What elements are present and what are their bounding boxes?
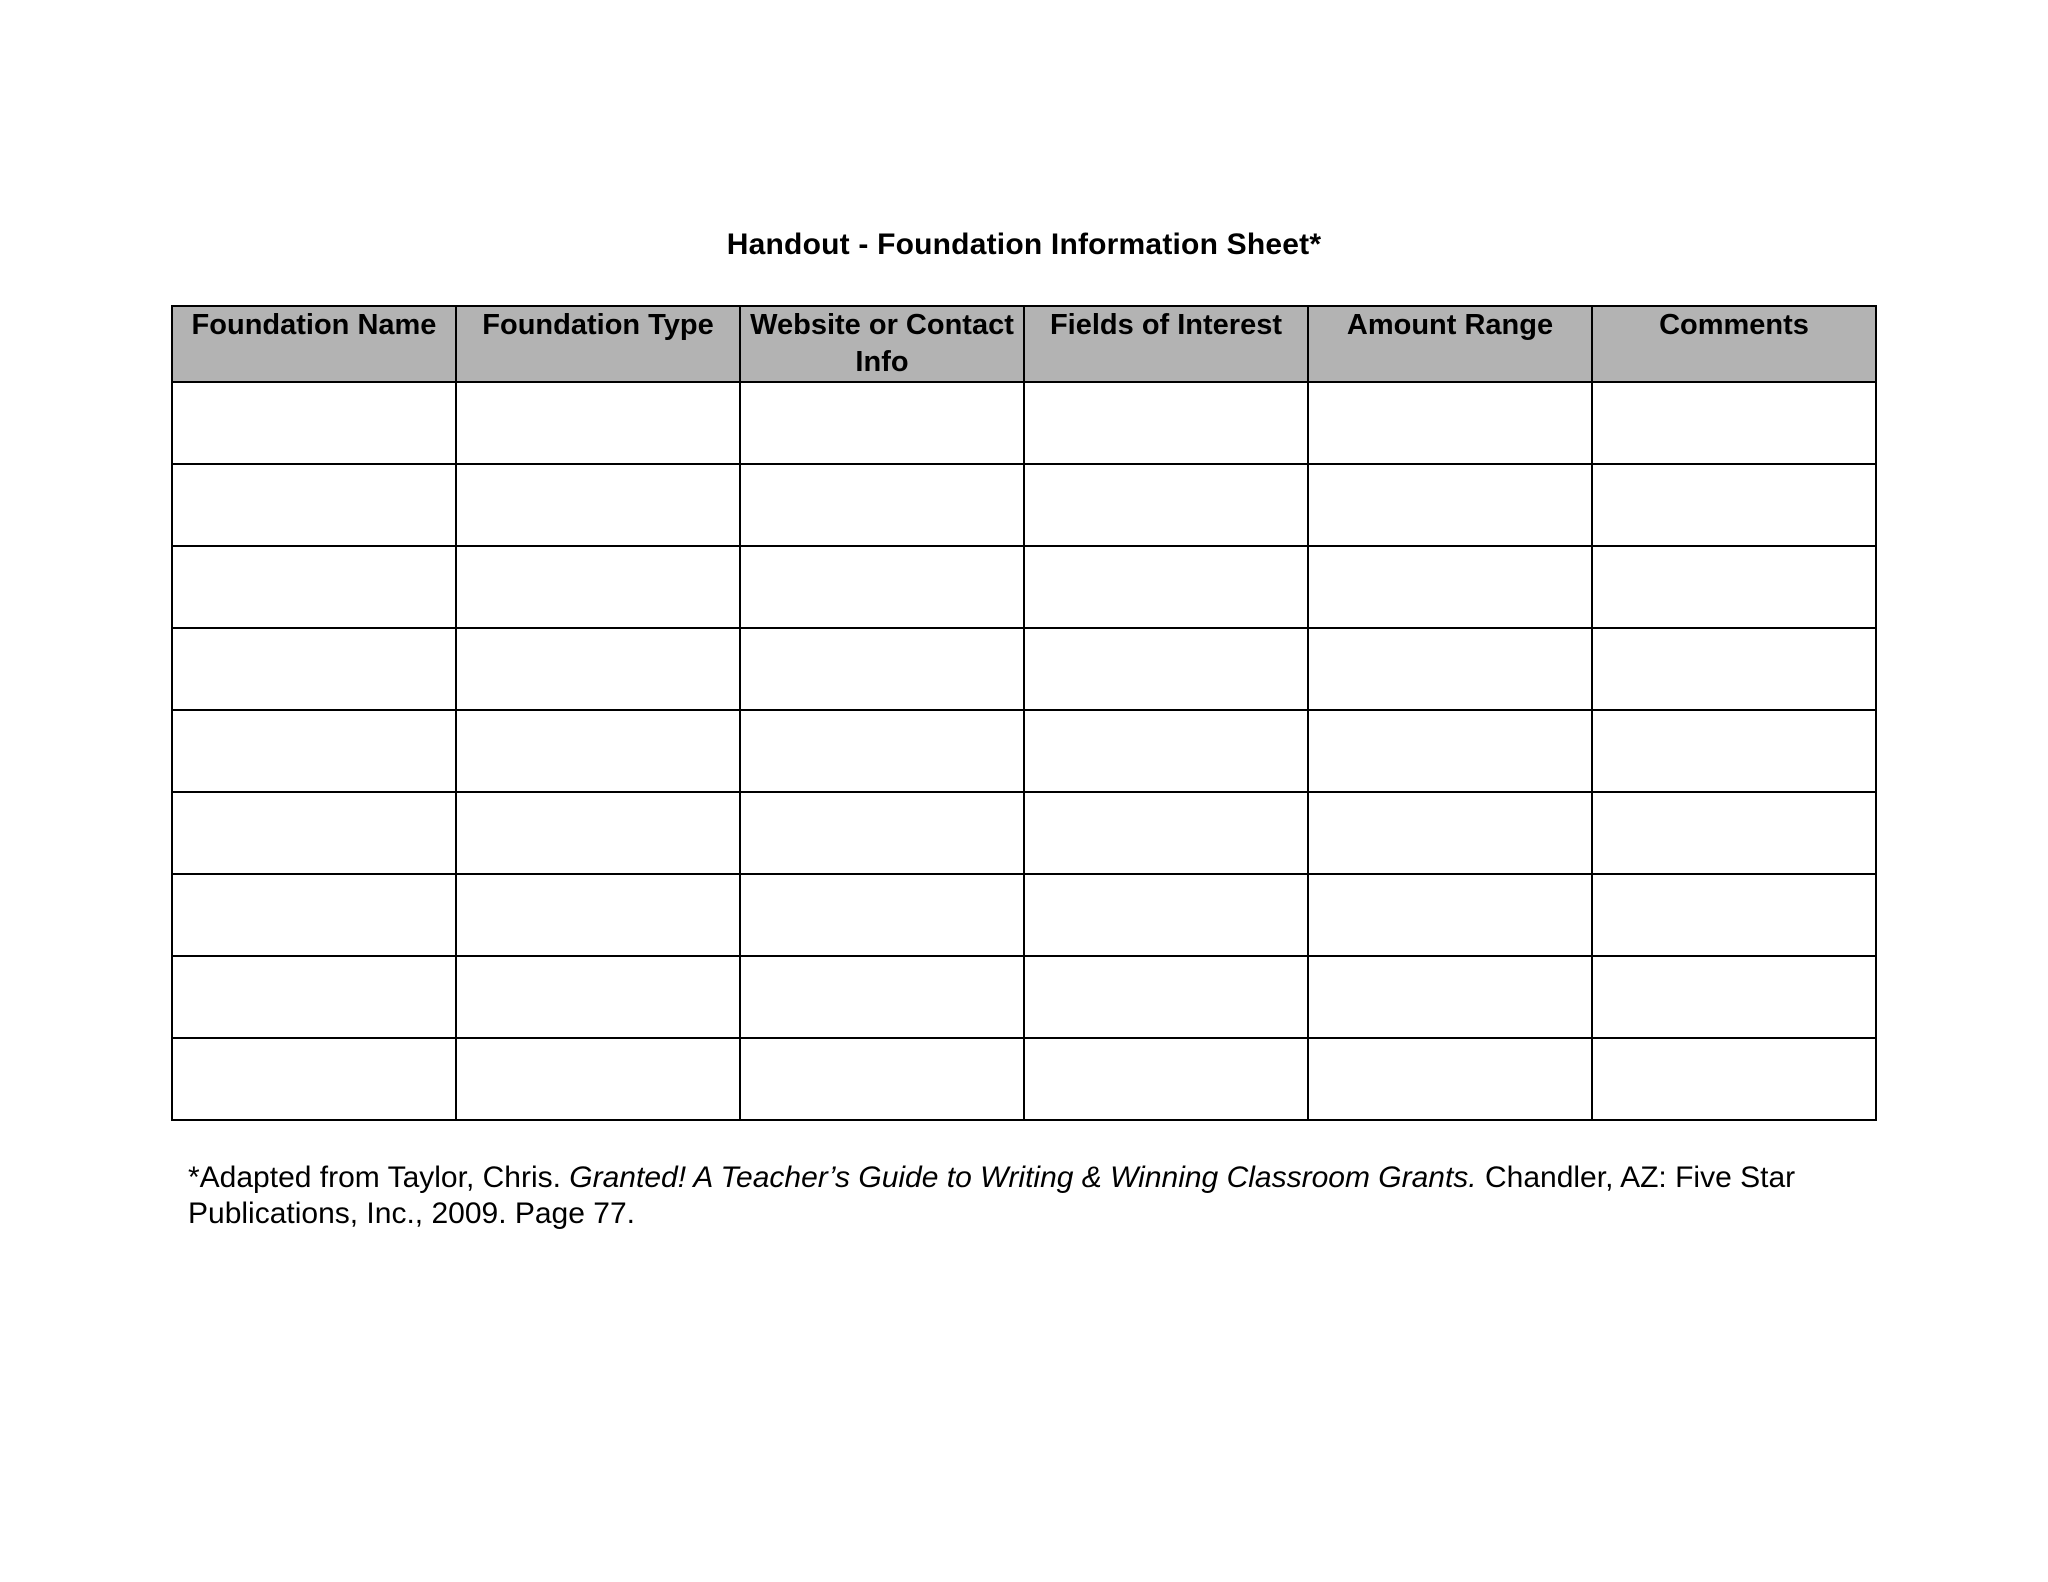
- citation-suffix: Chandler, AZ: Five Star Publications, Inc., 2009. Page 77.: [188, 1161, 1796, 1230]
- cell-fields-of-interest[interactable]: [1024, 710, 1308, 792]
- cell-website-contact[interactable]: [740, 956, 1024, 1038]
- table-row: [172, 382, 1876, 464]
- cell-fields-of-interest[interactable]: [1024, 792, 1308, 874]
- cell-foundation-name[interactable]: [172, 464, 456, 546]
- cell-fields-of-interest[interactable]: [1024, 628, 1308, 710]
- cell-foundation-name[interactable]: [172, 1038, 456, 1120]
- table-row: [172, 546, 1876, 628]
- cell-amount-range[interactable]: [1308, 464, 1592, 546]
- cell-foundation-type[interactable]: [456, 546, 740, 628]
- table-row: [172, 628, 1876, 710]
- cell-foundation-name[interactable]: [172, 956, 456, 1038]
- cell-foundation-name[interactable]: [172, 874, 456, 956]
- header-foundation-name: Foundation Name: [172, 306, 456, 382]
- citation-prefix: *Adapted from Taylor, Chris.: [188, 1161, 570, 1194]
- cell-foundation-type[interactable]: [456, 874, 740, 956]
- table-row: [172, 792, 1876, 874]
- foundation-info-table: [171, 305, 1877, 1121]
- cell-comments[interactable]: [1592, 628, 1876, 710]
- cell-amount-range[interactable]: [1308, 956, 1592, 1038]
- table-row: [172, 464, 1876, 546]
- cell-foundation-type[interactable]: [456, 710, 740, 792]
- cell-fields-of-interest[interactable]: [1024, 464, 1308, 546]
- cell-foundation-type[interactable]: [456, 382, 740, 464]
- header-website-contact: Website or Contact Info: [740, 306, 1024, 382]
- table-row: [172, 1038, 1876, 1120]
- table-row: [172, 874, 1876, 956]
- header-comments: Comments: [1592, 306, 1876, 382]
- cell-fields-of-interest[interactable]: [1024, 382, 1308, 464]
- cell-website-contact[interactable]: [740, 792, 1024, 874]
- cell-comments[interactable]: [1592, 382, 1876, 464]
- cell-fields-of-interest[interactable]: [1024, 546, 1308, 628]
- header-fields-of-interest: Fields of Interest: [1024, 306, 1308, 382]
- cell-amount-range[interactable]: [1308, 874, 1592, 956]
- cell-website-contact[interactable]: [740, 628, 1024, 710]
- cell-comments[interactable]: [1592, 792, 1876, 874]
- cell-amount-range[interactable]: [1308, 546, 1592, 628]
- cell-comments[interactable]: [1592, 710, 1876, 792]
- cell-foundation-type[interactable]: [456, 792, 740, 874]
- cell-amount-range[interactable]: [1308, 628, 1592, 710]
- cell-amount-range[interactable]: [1308, 792, 1592, 874]
- cell-fields-of-interest[interactable]: [1024, 956, 1308, 1038]
- cell-comments[interactable]: [1592, 1038, 1876, 1120]
- cell-foundation-name[interactable]: [172, 710, 456, 792]
- cell-comments[interactable]: [1592, 956, 1876, 1038]
- cell-foundation-name[interactable]: [172, 382, 456, 464]
- citation-footnote: [188, 1160, 1848, 1232]
- cell-foundation-type[interactable]: [456, 1038, 740, 1120]
- table-body: [172, 382, 1876, 1120]
- table-row: [172, 956, 1876, 1038]
- cell-foundation-name[interactable]: [172, 628, 456, 710]
- cell-website-contact[interactable]: [740, 1038, 1024, 1120]
- cell-comments[interactable]: [1592, 464, 1876, 546]
- cell-fields-of-interest[interactable]: [1024, 1038, 1308, 1120]
- cell-website-contact[interactable]: [740, 874, 1024, 956]
- page-title: Handout - Foundation Information Sheet*: [726, 228, 1322, 261]
- cell-foundation-name[interactable]: [172, 792, 456, 874]
- citation-book-title: Granted! A Teacher’s Guide to Writing & Winning Classroom Grants.: [569, 1161, 1477, 1194]
- cell-comments[interactable]: [1592, 874, 1876, 956]
- cell-fields-of-interest[interactable]: [1024, 874, 1308, 956]
- cell-foundation-type[interactable]: [456, 464, 740, 546]
- cell-website-contact[interactable]: [740, 710, 1024, 792]
- cell-foundation-name[interactable]: [172, 546, 456, 628]
- cell-amount-range[interactable]: [1308, 710, 1592, 792]
- cell-foundation-type[interactable]: [456, 628, 740, 710]
- table-row: [172, 710, 1876, 792]
- header-foundation-type: Foundation Type: [456, 306, 740, 382]
- cell-website-contact[interactable]: [740, 546, 1024, 628]
- cell-comments[interactable]: [1592, 546, 1876, 628]
- cell-website-contact[interactable]: [740, 382, 1024, 464]
- header-amount-range: Amount Range: [1308, 306, 1592, 382]
- cell-foundation-type[interactable]: [456, 956, 740, 1038]
- cell-amount-range[interactable]: [1308, 382, 1592, 464]
- cell-amount-range[interactable]: [1308, 1038, 1592, 1120]
- cell-website-contact[interactable]: [740, 464, 1024, 546]
- table-header-row: [172, 306, 1876, 382]
